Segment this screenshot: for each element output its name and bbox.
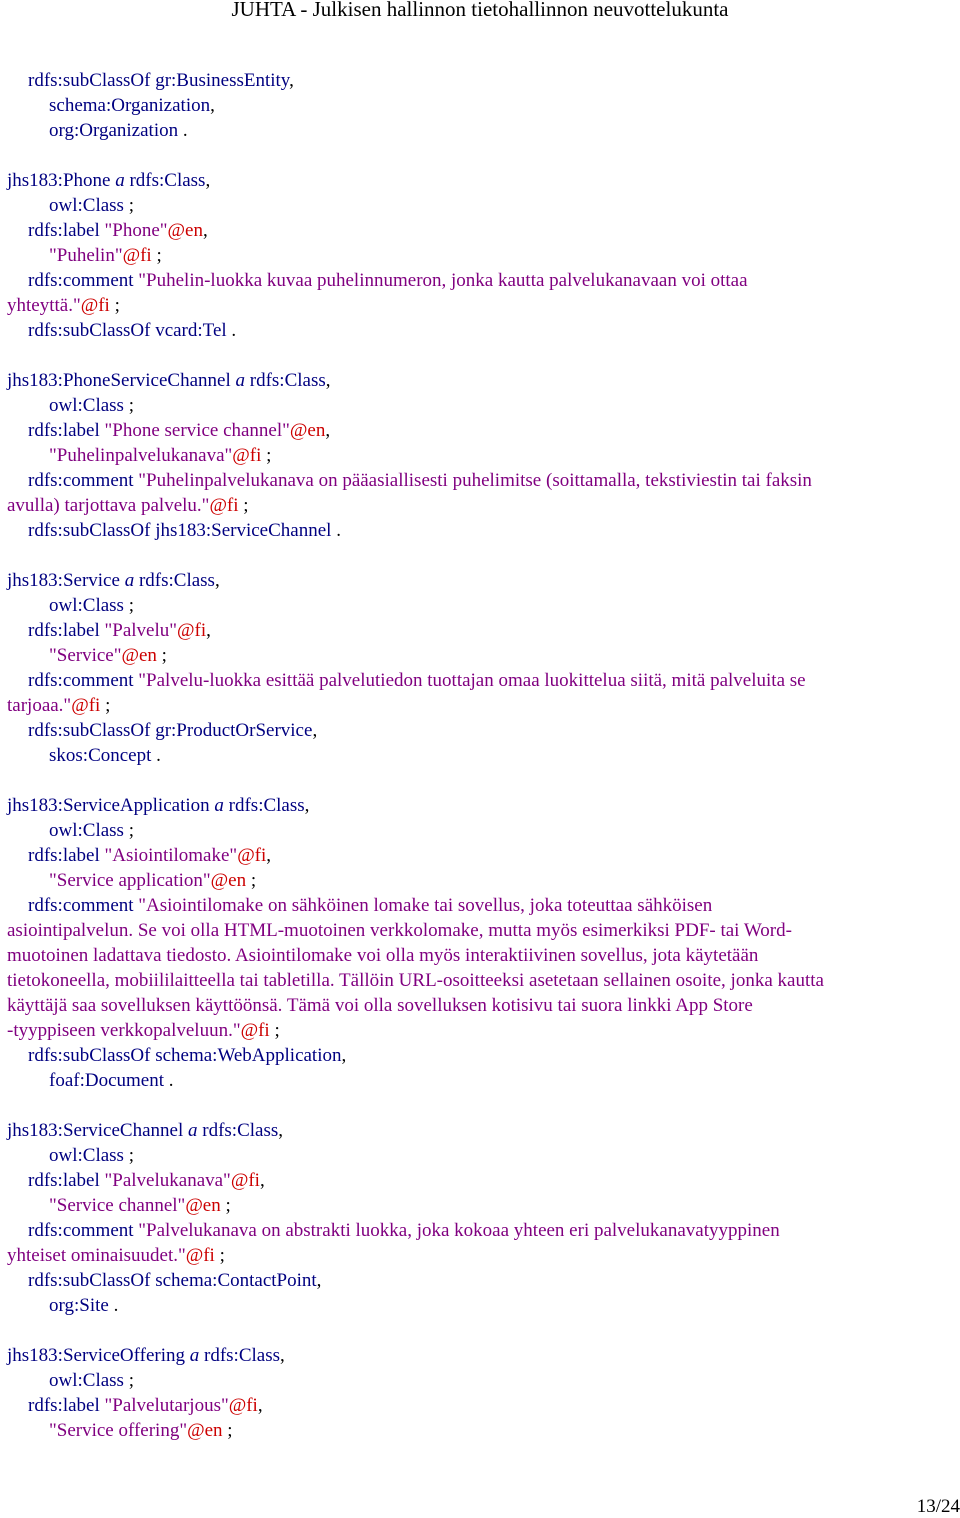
token: jhs183:Phone	[7, 170, 111, 191]
token: @fi	[228, 1395, 258, 1416]
code-line	[7, 268, 953, 293]
token: owl:Class	[49, 195, 124, 216]
token: @fi	[240, 1020, 270, 1041]
code-line	[7, 893, 953, 918]
token: rdfs:subClassOf schema:WebApplication	[28, 1045, 342, 1066]
code-line	[7, 1268, 953, 1293]
token: muotoinen ladattava tiedosto. Asiointilomake voi olla myös interaktiivinen sovellus, jota käytetään	[7, 945, 759, 966]
token: rdfs:comment	[28, 270, 134, 291]
token: @fi	[80, 295, 110, 316]
token: "Puhelinpalvelukanava on pääasiallisesti puhelimitse (soittamalla, tekstiviestin tai faksin	[138, 470, 812, 491]
token: rdfs:label	[28, 420, 100, 441]
token: @en	[121, 645, 157, 666]
token: "Asiointilomake on sähköinen lomake tai sovellus, joka toteuttaa sähköisen	[138, 895, 713, 916]
code-line	[7, 468, 953, 493]
token: ,	[325, 370, 331, 391]
token: ,	[304, 795, 310, 816]
token: .	[182, 120, 188, 141]
token: ,	[278, 1120, 283, 1141]
code-line	[7, 368, 953, 393]
token: ,	[266, 845, 272, 866]
token: @fi	[237, 845, 267, 866]
code-line	[7, 1418, 953, 1443]
code-line	[7, 243, 953, 268]
token: rdfs:comment	[28, 1220, 134, 1241]
token: ;	[105, 695, 111, 716]
token: rdfs:Class	[228, 795, 305, 816]
token: org:Organization	[49, 120, 179, 141]
code-line	[7, 1218, 953, 1243]
code-line	[7, 943, 953, 968]
code-line	[7, 393, 953, 418]
token: a	[235, 370, 245, 391]
token: ;	[156, 245, 162, 266]
token: owl:Class	[49, 595, 124, 616]
token: ;	[225, 1195, 231, 1216]
code-line	[7, 443, 953, 468]
token: jhs183:ServiceOffering	[7, 1345, 185, 1366]
token: @fi	[185, 1245, 215, 1266]
code-line	[7, 593, 953, 618]
token: .	[113, 1295, 119, 1316]
token: "Puhelinpalvelukanava"	[49, 445, 233, 466]
code-line	[7, 1143, 953, 1168]
token: ;	[128, 1145, 134, 1166]
page-number: 13/24	[916, 1496, 960, 1517]
code-line	[7, 818, 953, 843]
token: ;	[128, 395, 134, 416]
token: schema:Organization	[49, 95, 211, 116]
code-line	[7, 718, 953, 743]
code-line	[7, 1043, 953, 1068]
token: @en	[187, 1420, 223, 1441]
code-line	[7, 318, 953, 343]
token: "Phone"	[104, 220, 168, 241]
token: avulla) tarjottava palvelu."	[7, 495, 210, 516]
token: rdfs:Class	[202, 1120, 279, 1141]
token: @fi	[71, 695, 101, 716]
token: .	[156, 745, 161, 766]
token: "Palvelukanava on abstrakti luokka, joka kokoaa yhteen eri palvelukanavatyyppinen	[138, 1220, 780, 1241]
code-line	[7, 968, 953, 993]
code-line	[7, 1068, 953, 1093]
code-line	[7, 68, 953, 93]
token: ;	[266, 445, 272, 466]
code-line	[7, 1168, 953, 1193]
token: org:Site	[49, 1295, 109, 1316]
code-line	[7, 93, 953, 118]
code-line	[7, 1243, 953, 1268]
code-line	[7, 568, 953, 593]
code-line	[7, 518, 953, 543]
token: yhteiset ominaisuudet."	[7, 1245, 186, 1266]
token: .	[231, 320, 237, 341]
page-header: JUHTA - Julkisen hallinnon tietohallinnon neuvottelukunta	[231, 0, 729, 21]
token: a	[189, 1345, 200, 1366]
token: ,	[210, 95, 215, 116]
token: "Service offering"	[49, 1420, 188, 1441]
token: rdfs:Class	[138, 570, 215, 591]
token: ,	[206, 620, 211, 641]
token: a	[124, 570, 135, 591]
token: a	[214, 795, 224, 816]
token: rdfs:subClassOf vcard:Tel	[28, 320, 227, 341]
token: jhs183:PhoneServiceChannel	[7, 370, 231, 391]
rdf-code-listing	[7, 68, 953, 1443]
code-line	[7, 743, 953, 768]
code-line	[7, 168, 953, 193]
token: @en	[210, 870, 247, 891]
code-line	[7, 868, 953, 893]
token: "Palvelu-luokka esittää palvelutiedon tuottajan omaa luokittelua siitä, mitä palveluita se	[138, 670, 806, 691]
code-line	[7, 193, 953, 218]
token: -tyyppiseen verkkopalveluun."	[7, 1020, 241, 1041]
token: "Puhelin-luokka kuvaa puhelinnumeron, jonka kautta palvelukanavaan voi ottaa	[138, 270, 748, 291]
token: rdfs:Class	[204, 1345, 280, 1366]
token: rdfs:Class	[249, 370, 326, 391]
token: ;	[114, 295, 120, 316]
token: a	[188, 1120, 198, 1141]
token: ;	[227, 1420, 233, 1441]
token: asiointipalvelun. Se voi olla HTML-muotoinen verkkolomake, mutta myös esimerkiksi PDF- tai Word-	[7, 920, 792, 941]
token: ,	[325, 420, 331, 441]
token: käyttäjä saa sovelluksen käyttöönsä. Tämä voi olla sovelluksen kotisivu tai suora linkki App Store	[7, 995, 753, 1016]
token: "Service channel"	[49, 1195, 186, 1216]
token: ;	[128, 195, 134, 216]
code-line	[7, 643, 953, 668]
code-line	[7, 1118, 953, 1143]
token: @en	[289, 420, 326, 441]
token: tietokoneella, mobiililaitteella tai tabletilla. Tällöin URL-osoitteeksi asetetaan sellainen osoite, jonka kautta	[7, 970, 824, 991]
code-line	[7, 918, 953, 943]
code-line	[7, 293, 953, 318]
token: "Palvelutarjous"	[104, 1395, 229, 1416]
token: "Phone service channel"	[104, 420, 290, 441]
token: "Service"	[49, 645, 122, 666]
token: ;	[161, 645, 167, 666]
token: .	[336, 520, 341, 541]
token: "Service application"	[49, 870, 211, 891]
code-line	[7, 1193, 953, 1218]
token: .	[168, 1070, 174, 1091]
code-line	[7, 1343, 953, 1368]
token: rdfs:Class	[129, 170, 206, 191]
token: @fi	[177, 620, 207, 641]
token: ;	[243, 495, 249, 516]
token: rdfs:comment	[28, 670, 134, 691]
token: rdfs:subClassOf jhs183:ServiceChannel	[28, 520, 332, 541]
token: skos:Concept	[49, 745, 152, 766]
code-line	[7, 493, 953, 518]
token: ,	[341, 1045, 347, 1066]
code-line	[7, 418, 953, 443]
token: ;	[219, 1245, 225, 1266]
code-line	[7, 1293, 953, 1318]
token: "Palvelu"	[104, 620, 178, 641]
token: ;	[128, 595, 134, 616]
code-line	[7, 693, 953, 718]
token: @en	[185, 1195, 221, 1216]
token: jhs183:ServiceApplication	[7, 795, 210, 816]
token: ;	[250, 870, 257, 891]
token: ,	[280, 1345, 285, 1366]
token: tarjoaa."	[7, 695, 72, 716]
token: jhs183:Service	[7, 570, 120, 591]
token: @fi	[209, 495, 239, 516]
token: "Puhelin"	[49, 245, 123, 266]
code-line	[7, 1368, 953, 1393]
token: rdfs:comment	[28, 470, 134, 491]
token: ,	[202, 220, 208, 241]
token: owl:Class	[49, 1370, 124, 1391]
code-line	[7, 1018, 953, 1043]
token: ,	[205, 170, 211, 191]
token: owl:Class	[49, 820, 124, 841]
code-line	[7, 993, 953, 1018]
token: rdfs:label	[28, 1170, 100, 1191]
token: jhs183:ServiceChannel	[7, 1120, 184, 1141]
token: rdfs:label	[28, 845, 100, 866]
token: ,	[289, 70, 294, 91]
token: rdfs:label	[28, 220, 100, 241]
token: ;	[274, 1020, 280, 1041]
code-line	[7, 668, 953, 693]
token: "Palvelukanava"	[104, 1170, 231, 1191]
token: ,	[257, 1395, 263, 1416]
token: @fi	[122, 245, 152, 266]
code-line	[7, 118, 953, 143]
token: rdfs:subClassOf gr:ProductOrService	[28, 720, 313, 741]
token: yhteyttä."	[7, 295, 81, 316]
token: ,	[259, 1170, 265, 1191]
token: ;	[128, 1370, 134, 1391]
token: rdfs:label	[28, 620, 100, 641]
token: ,	[214, 570, 220, 591]
token: @fi	[230, 1170, 260, 1191]
token: rdfs:label	[28, 1395, 100, 1416]
token: a	[115, 170, 125, 191]
token: rdfs:subClassOf schema:ContactPoint	[28, 1270, 317, 1291]
token: owl:Class	[49, 1145, 124, 1166]
code-line	[7, 618, 953, 643]
code-line	[7, 793, 953, 818]
token: ,	[312, 720, 318, 741]
token: foaf:Document	[49, 1070, 165, 1091]
token: ,	[316, 1270, 322, 1291]
token: owl:Class	[49, 395, 124, 416]
token: ;	[128, 820, 134, 841]
code-line	[7, 843, 953, 868]
token: rdfs:subClassOf gr:BusinessEntity	[28, 70, 290, 91]
token: @fi	[232, 445, 262, 466]
token: rdfs:comment	[28, 895, 134, 916]
code-line	[7, 1393, 953, 1418]
token: "Asiointilomake"	[104, 845, 238, 866]
token: @en	[167, 220, 203, 241]
code-line	[7, 218, 953, 243]
